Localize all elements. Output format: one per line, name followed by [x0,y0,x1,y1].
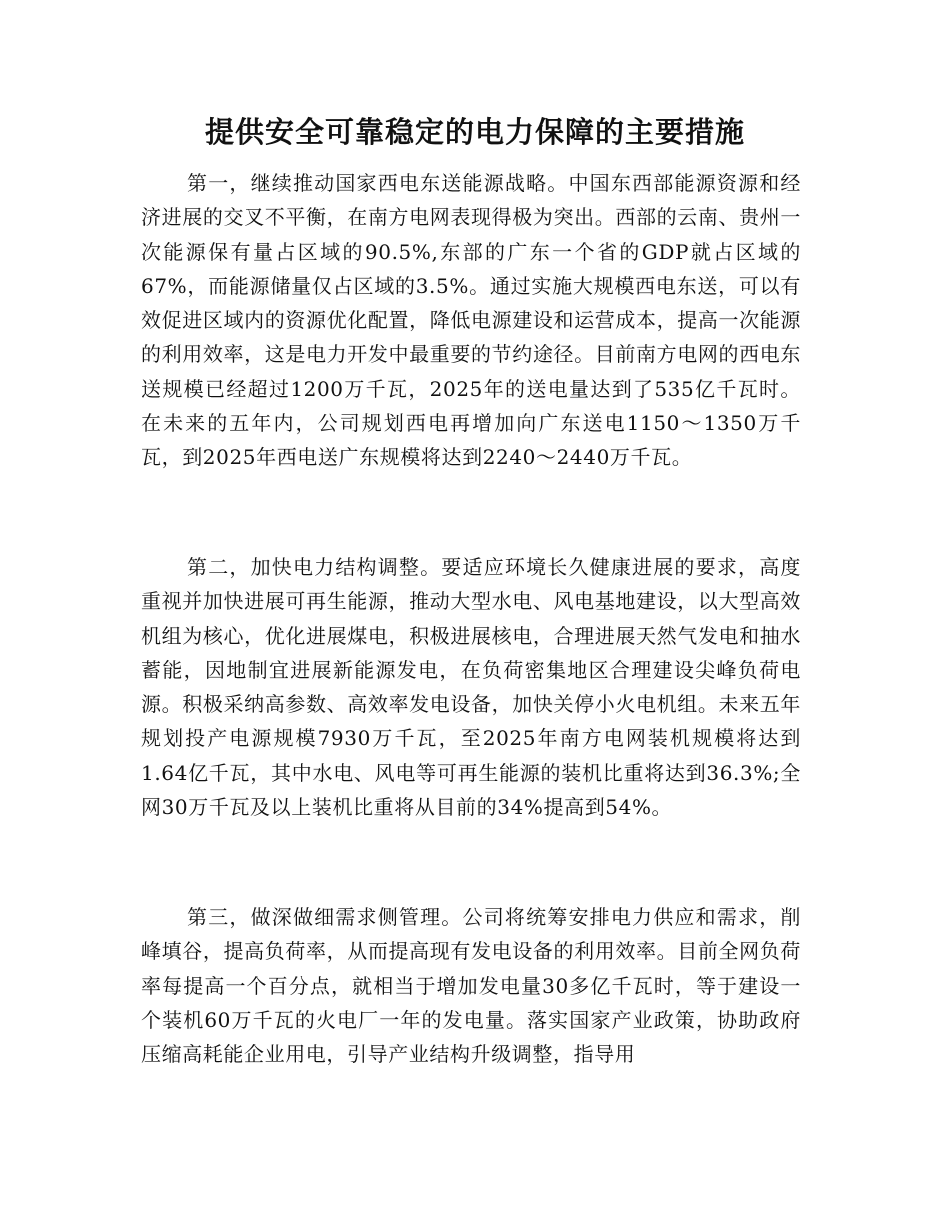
paragraph-power-structure: 第二，加快电力结构调整。要适应环境长久健康进展的要求，高度重视并加快进展可再生能源，推动大型水电、风电基地建设，以大型高效机组为核心，优化进展煤电，积极进展核电，合理进展天然气发电和抽水蓄能，因地制宜进展新能源发电，在负荷密集地区合理建设尖峰负荷电源。积极采纳高参数、高效率发电设备，加快关停小火电机组。未来五年规划投产电源规模7930万千瓦，至2025年南方电网装机规模将达到1.64亿千瓦，其中水电、风电等可再生能源的装机比重将达到36.3%;全网30万千瓦及以上装机比重将从目前的34%提高到54%。 [141,555,801,820]
paragraph-west-east-power: 第一，继续推动国家西电东送能源战略。中国东西部能源资源和经济进展的交叉不平衡，在南方电网表现得极为突出。西部的云南、贵州一次能源保有量占区域的90.5%,东部的广东一个省的GDP就占区域的67%，而能源储量仅占区域的3.5%。通过实施大规模西电东送，可以有效促进区域内的资源优化配置，降低电源建设和运营成本，提高一次能源的利用效率，这是电力开发中最重要的节约途径。目前南方电网的西电东送规模已经超过1200万千瓦，2025年的送电量达到了535亿千瓦时。在未来的五年内，公司规划西电再增加向广东送电1150～1350万千瓦，到2025年西电送广东规模将达到2240～2440万千瓦。 [141,171,801,470]
document-title: 提供安全可靠稳定的电力保障的主要措施 [204,115,745,149]
paragraph-demand-side-management: 第三，做深做细需求侧管理。公司将统筹安排电力供应和需求，削峰填谷，提高负荷率，从而提高现有发电设备的利用效率。目前全网负荷率每提高一个百分点，就相当于增加发电量30多亿千瓦时，等于建设一个装机60万千瓦的火电厂一年的发电量。落实国家产业政策，协助政府压缩高耗能企业用电，引导产业结构升级调整，指导用 [141,905,801,1067]
